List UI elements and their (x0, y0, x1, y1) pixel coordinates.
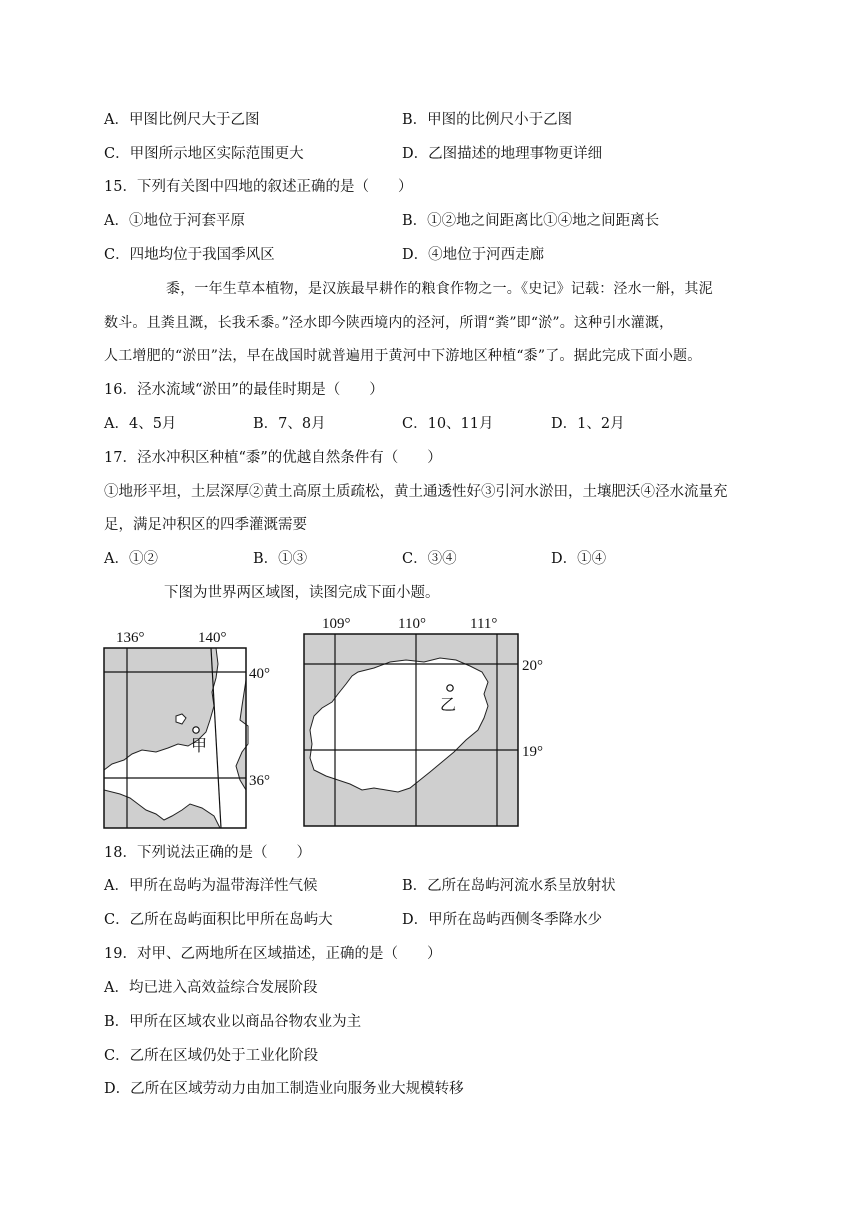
q17-option-d: D．①④ (551, 551, 607, 567)
q16-option-d: D．1、2月 (551, 416, 625, 432)
map-yi-svg (298, 612, 560, 834)
map-jia-point (193, 727, 199, 733)
map-jia-lon-140-label: 140° (198, 630, 227, 646)
q17-body-line-2: 足，满足冲积区的四季灌溉需要 (104, 517, 307, 533)
q14-option-c: C．甲图所示地区实际范围更大 (104, 146, 304, 162)
q19-option-b: B．甲所在区域农业以商品谷物农业为主 (104, 1014, 362, 1030)
q15-option-a: A．①地位于河套平原 (104, 213, 245, 229)
q15-stem: 15．下列有关图中四地的叙述正确的是（ ） (104, 179, 413, 195)
map-yi-lon-111-label: 111° (470, 616, 498, 632)
passage-line-1: 黍，一年生草本植物，是汉族最早耕作的粮食作物之一。《史记》记载：泾水一斛，其泥 (166, 281, 713, 297)
map-yi-lon-109-label: 109° (322, 616, 351, 632)
q17-body-line-1: ①地形平坦，土层深厚②黄土高原土质疏松，黄土通透性好③引河水淤田，土壤肥沃④泾水流量充 (104, 484, 728, 500)
passage-line-2: 数斗。且粪且溉，长我禾黍。”泾水即今陕西境内的泾河，所谓“粪”即“淤”。这种引水灌溉， (104, 315, 674, 331)
q19-stem: 19．对甲、乙两地所在区域描述，正确的是（ ） (104, 946, 442, 962)
q15-option-d: D．④地位于河西走廊 (402, 247, 545, 263)
map-yi-lat-19-label: 19° (522, 744, 543, 760)
map-yi-lat-20-label: 20° (522, 658, 543, 674)
q17-stem: 17．泾水冲积区种植“黍”的优越自然条件有（ ） (104, 450, 442, 466)
q17-option-b: B．①③ (253, 551, 308, 567)
map-jia-svg (98, 620, 288, 834)
map-yi-lon-110-label: 110° (398, 616, 426, 632)
passage-line-3: 人工增肥的“淤田”法，早在战国时就普遍用于黄河中下游地区种植“黍”了。据此完成下面小题。 (104, 348, 702, 364)
q16-option-b: B．7、8月 (253, 416, 326, 432)
q15-option-c: C．四地均位于我国季风区 (104, 247, 275, 263)
q16-option-a: A．4、5月 (104, 416, 177, 432)
q17-option-a: A．①② (104, 551, 158, 567)
q14-option-b: B．甲图的比例尺小于乙图 (402, 112, 573, 128)
q19-option-d: D．乙所在区域劳动力由加工制造业向服务业大规模转移 (104, 1081, 464, 1097)
map-yi-place-label: 乙 (440, 695, 457, 714)
q14-option-d: D．乙图描述的地理事物更详细 (402, 146, 603, 162)
q15-option-b: B．①②地之间距离比①④地之间距离长 (402, 213, 660, 229)
q19-option-c: C．乙所在区域仍处于工业化阶段 (104, 1048, 319, 1064)
q16-stem: 16．泾水流域“淤田”的最佳时期是（ ） (104, 382, 384, 398)
q16-option-c: C．10、11月 (402, 416, 494, 432)
q14-option-a: A．甲图比例尺大于乙图 (104, 112, 260, 128)
q18-option-b: B．乙所在岛屿河流水系呈放射状 (402, 878, 616, 894)
map-jia-lat-40-label: 40° (249, 666, 270, 682)
q18-option-c: C．乙所在岛屿面积比甲所在岛屿大 (104, 912, 333, 928)
map-jia (98, 620, 288, 834)
map-intro: 下图为世界两区域图，读图完成下面小题。 (164, 585, 440, 601)
q17-option-c: C．③④ (402, 551, 457, 567)
q18-option-d: D．甲所在岛屿西侧冬季降水少 (402, 912, 603, 928)
q18-stem: 18．下列说法正确的是（ ） (104, 845, 311, 861)
q19-option-a: A．均已进入高效益综合发展阶段 (104, 980, 318, 996)
map-yi (298, 612, 560, 834)
q18-option-a: A．甲所在岛屿为温带海洋性气候 (104, 878, 318, 894)
map-yi-point (447, 685, 453, 691)
map-jia-lon-136-label: 136° (116, 630, 145, 646)
map-jia-place-label: 甲 (191, 736, 208, 755)
map-jia-lat-36-label: 36° (249, 773, 270, 789)
